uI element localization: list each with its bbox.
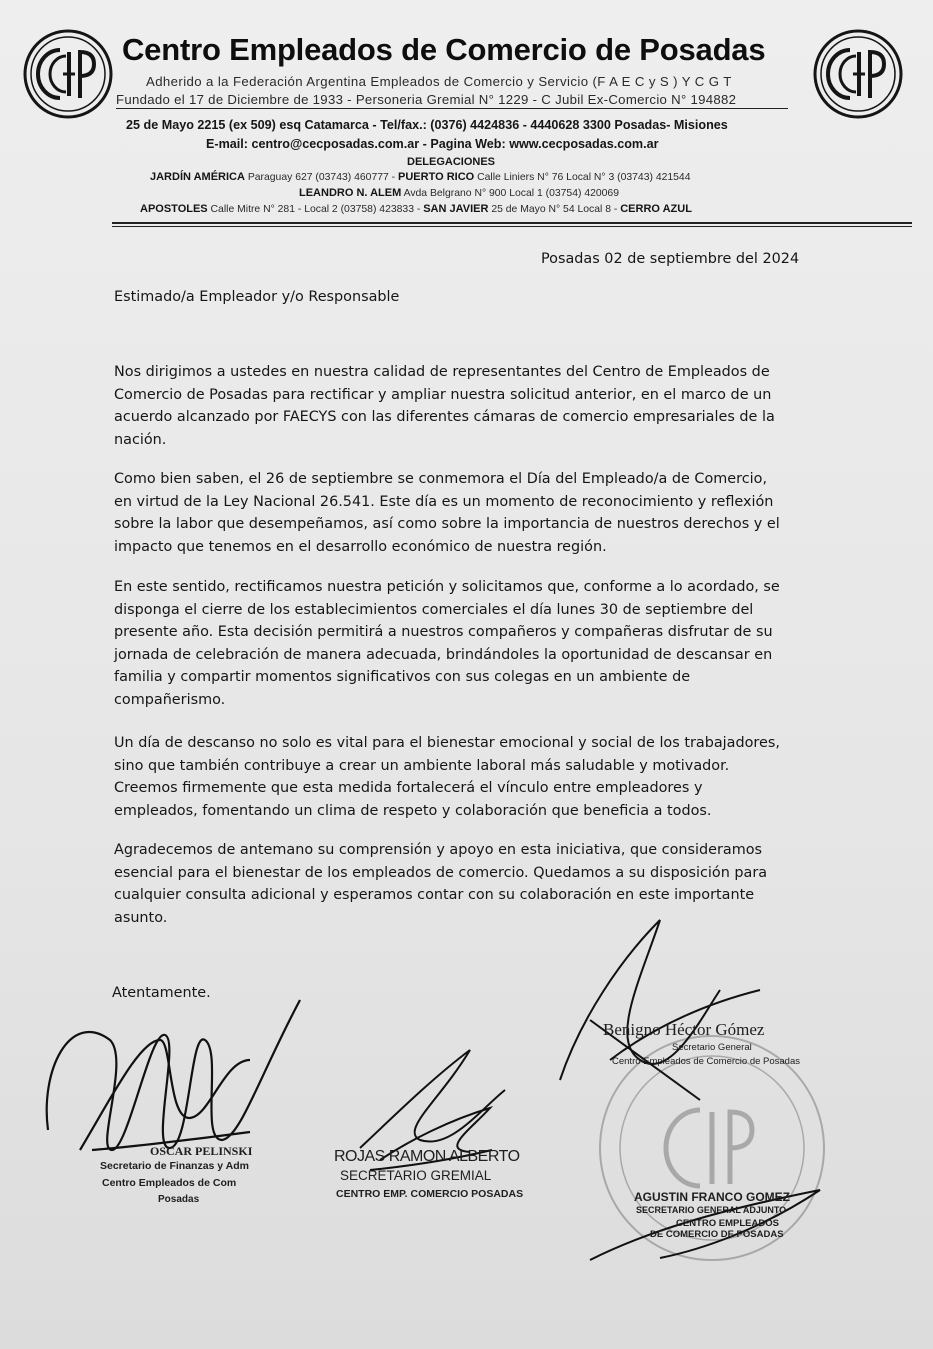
signatory-city-pelinski: Posadas bbox=[158, 1194, 200, 1205]
signatory-name-rojas: ROJAS RAMON ALBERTO bbox=[334, 1148, 520, 1165]
body-paragraph-1: Nos dirigimos a ustedes en nuestra calidad de representantes del Centro de Empleados de Comercio de Posadas para rectificar y ampliar nuestra solicitud anterior, en el marco de un acuerdo alcanzado por FAECYS con las diferentes cámaras de comercio empresariales de la nación. bbox=[114, 364, 775, 448]
signatory-org-franco-gomez-2: DE COMERCIO DE POSADAS bbox=[650, 1229, 784, 1240]
delegation-name: SAN JAVIER bbox=[423, 203, 489, 215]
letter-date: Posadas 02 de septiembre del 2024 bbox=[541, 251, 800, 267]
signatory-org-franco-gomez-1: CENTRO EMPLEADOS bbox=[676, 1218, 779, 1229]
federation-adherence: Adherido a la Federación Argentina Empleados de Comercio y Servicio (F A E C y S ) Y C G T bbox=[146, 74, 732, 89]
body-paragraph-3: En este sentido, rectificamos nuestra petición y solicitamos que, conforme a lo acordado, se disponga el cierre de los establecimientos comerciales el día lunes 30 de septiembre del presente año. Esta decisión permitirá a nuestros compañeros y compañeras disfrutar de su jornada de celebración de manera adecuada, brindándoles la oportunidad de descansar en familia y compartir momentos significativos con sus colegas en un ambiente de compañerismo. bbox=[114, 579, 780, 708]
letter-closing: Atentamente. bbox=[112, 985, 211, 1001]
delegations-title: DELEGACIONES bbox=[407, 156, 496, 168]
delegation-name: CERRO AZUL bbox=[620, 203, 692, 215]
address-line: 25 de Mayo 2215 (ex 509) esq Catamarca - Tel/fax.: (0376) 4424836 - 4440628 3300 Posadas- Misiones bbox=[126, 118, 728, 132]
letter-greeting: Estimado/a Empleador y/o Responsable bbox=[114, 289, 400, 305]
signatory-org-gomez: Centro Empleados de Comercio de Posadas bbox=[612, 1056, 800, 1067]
signature-pelinski-scribble bbox=[47, 1000, 300, 1150]
contact-line: E-mail: centro@cecposadas.com.ar - Pagina Web: www.cecposadas.com.ar bbox=[206, 137, 659, 151]
founding-info: Fundado el 17 de Diciembre de 1933 - Personeria Gremial N° 1229 - C Jubil Ex-Comercio N° 194882 bbox=[116, 92, 737, 107]
delegation-name: JARDÍN AMÉRICA bbox=[150, 171, 245, 183]
body-paragraph-5: Agradecemos de antemano su comprensión y apoyo en esta iniciativa, que consideramos esencial para el bienestar de los empleados de comercio. Quedamos a su disposición para cualquier consulta adicional y esperamos contar con su colaboración en este importante asunto. bbox=[114, 842, 768, 926]
signatory-name-gomez: Benigno Héctor Gómez bbox=[603, 1020, 765, 1039]
delegation-detail: Paraguay 627 (03743) 460777 - bbox=[247, 172, 396, 183]
signatory-title-gomez: Secretario General bbox=[672, 1042, 752, 1053]
delegation-detail: Avda Belgrano N° 900 Local 1 (03754) 420069 bbox=[403, 188, 619, 199]
signatory-title-pelinski: Secretario de Finanzas y Adm bbox=[100, 1160, 249, 1172]
delegation-name: PUERTO RICO bbox=[398, 171, 475, 183]
organization-name: Centro Empleados de Comercio de Posadas bbox=[122, 32, 766, 67]
delegation-detail: Calle Mitre N° 281 - Local 2 (03758) 423833 - bbox=[210, 204, 421, 215]
delegation-name: LEANDRO N. ALEM bbox=[299, 187, 402, 199]
signatory-name-franco-gomez: AGUSTIN FRANCO GOMEZ bbox=[634, 1190, 790, 1204]
delegation-detail: Calle Liniers N° 76 Local N° 3 (03743) 421544 bbox=[477, 172, 691, 183]
signatory-title-franco-gomez: SECRETARIO GENERAL ADJUNTO bbox=[636, 1205, 787, 1215]
delegation-detail: 25 de Mayo N° 54 Local 8 - bbox=[491, 204, 618, 215]
signatory-title-rojas: SECRETARIO GREMIAL bbox=[340, 1168, 492, 1183]
delegation-name: APOSTOLES bbox=[140, 203, 208, 215]
body-paragraph-2: Como bien saben, el 26 de septiembre se conmemora el Día del Empleado/a de Comercio, en virtud de la Ley Nacional 26.541. Este día es un momento de reconocimiento y reflexión sobre la labor que desempeñamos, así como sobre la importancia de nuestros derechos y el impacto que tenemos en el desarrollo económico de nuestra región. bbox=[114, 471, 780, 555]
signatory-name-pelinski: OSCAR PELINSKI bbox=[150, 1144, 253, 1158]
signatory-org-pelinski: Centro Empleados de Com bbox=[102, 1177, 237, 1189]
body-paragraph-4: Un día de descanso no solo es vital para el bienestar emocional y social de los trabajadores, sino que también contribuye a crear un ambiente laboral más saludable y motivador. Creemos firmemente que esta medida fortalecerá el vínculo entre empleadores y empleados, fomentando un clima de respeto y colaboración que beneficia a todos. bbox=[114, 735, 780, 819]
signatory-org-rojas: CENTRO EMP. COMERCIO POSADAS bbox=[336, 1188, 524, 1200]
